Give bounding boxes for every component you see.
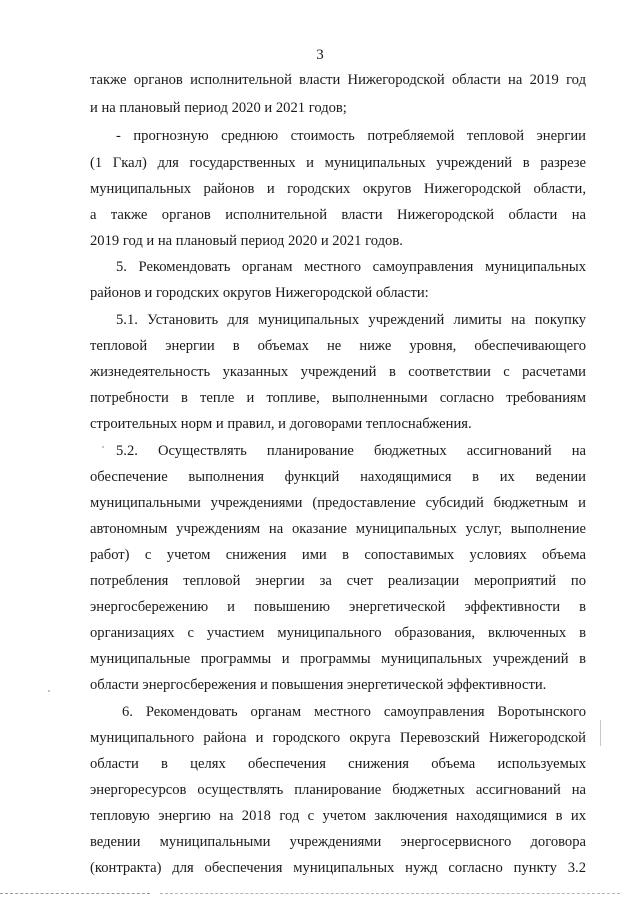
page-number: 3: [316, 47, 324, 63]
text-line: автономным учреждениям на оказание муниципальных услуг, выполнение: [90, 521, 586, 537]
text-line: организациях с участием муниципального образования, включенных в: [90, 625, 586, 641]
text-line: муниципального района и городского округа Перевозский Нижегородской: [90, 730, 586, 746]
text-line: энергоресурсов осуществлять планирование бюджетных ассигнований на: [90, 782, 586, 798]
text-line: работ) с учетом снижения ими в сопоставимых условиях объема: [90, 547, 586, 563]
text-line: муниципальных районов и городских округов Нижегородской области,: [90, 181, 586, 197]
text-line: области энергосбережения и повышения энергетической эффективности.: [90, 677, 547, 693]
bottom-scan-edge: [0, 893, 150, 895]
text-line: - прогнозную среднюю стоимость потребляемой тепловой энергии: [116, 128, 586, 144]
text-line: потребности в тепле и топливе, выполненными согласно требованиям: [90, 390, 586, 406]
text-line: муниципальными учреждениями (предоставление субсидий бюджетным и: [90, 495, 586, 511]
text-line: и на плановый период 2020 и 2021 годов;: [90, 100, 347, 116]
text-line: 5.2. Осуществлять планирование бюджетных ассигнований на: [116, 443, 586, 459]
text-line: 5.1. Установить для муниципальных учреждений лимиты на покупку: [116, 312, 586, 328]
text-line: обеспечение выполнения функций находящимися в их ведении: [90, 469, 586, 485]
text-line: области в целях обеспечения снижения объема используемых: [90, 756, 586, 772]
text-line: ведении муниципальными учреждениями энергосервисного договора: [90, 834, 586, 850]
text-line: а также органов исполнительной власти Нижегородской области на: [90, 207, 586, 223]
scan-speck: [102, 446, 104, 448]
text-line: также органов исполнительной власти Нижегородской области на 2019 год: [90, 72, 586, 88]
text-line: (контракта) для обеспечения муниципальных нужд согласно пункту 3.2: [90, 860, 586, 876]
text-line: потребления тепловой энергии за счет реализации мероприятий по: [90, 573, 586, 589]
text-line: 2019 год и на плановый период 2020 и 2021 годов.: [90, 233, 403, 249]
text-line: муниципальные программы и программы муниципальных учреждений в: [90, 651, 586, 667]
bottom-scan-edge: [160, 893, 620, 895]
text-line: жизнедеятельность указанных учреждений в соответствии с расчетами: [90, 364, 586, 380]
text-line: строительных норм и правил, и договорами теплоснабжения.: [90, 416, 472, 432]
text-line: тепловую энергию на 2018 год с учетом заключения находящимися в их: [90, 808, 586, 824]
text-line: районов и городских округов Нижегородской области:: [90, 285, 429, 301]
text-line: 5. Рекомендовать органам местного самоуправления муниципальных: [116, 259, 586, 275]
scan-speck: [48, 690, 50, 692]
text-line: энергосбережению и повышению энергетической эффективности в: [90, 599, 586, 615]
text-line: 6. Рекомендовать органам местного самоуправления Воротынского: [122, 704, 586, 720]
margin-mark: [600, 720, 601, 746]
text-line: тепловой энергии в объемах не ниже уровня, обеспечивающего: [90, 338, 586, 354]
text-line: (1 Гкал) для государственных и муниципальных учреждений в разрезе: [90, 155, 586, 171]
